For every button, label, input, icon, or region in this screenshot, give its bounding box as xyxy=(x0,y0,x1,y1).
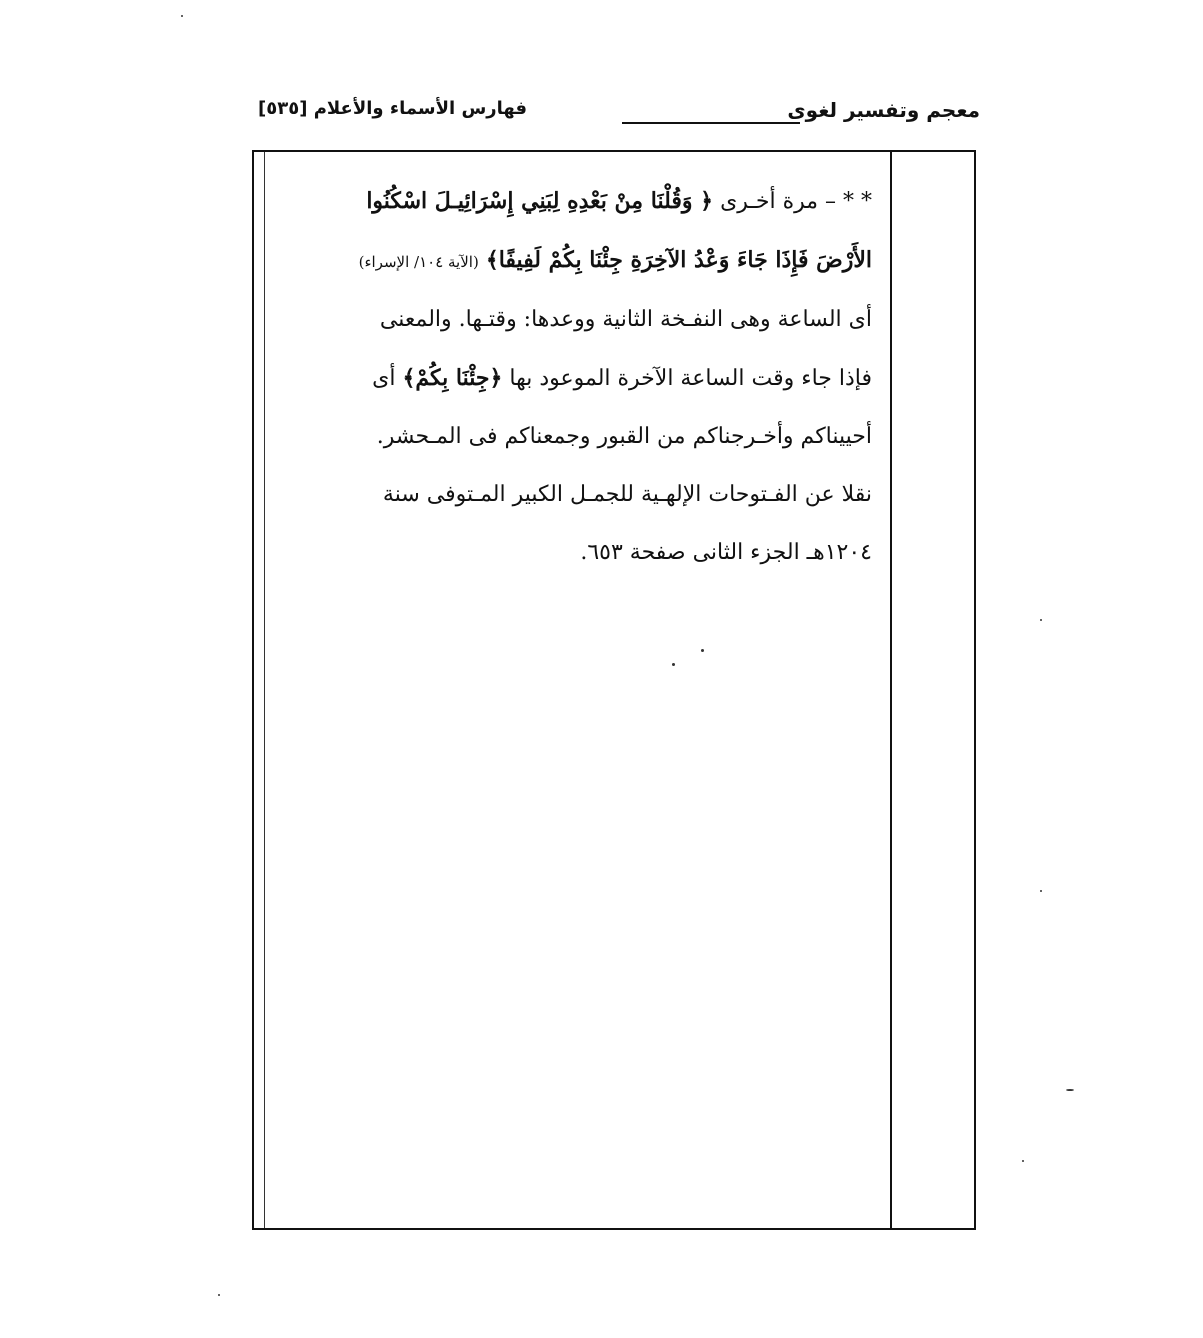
header-divider xyxy=(622,122,800,124)
quran-quote: ﴿جِئْنَا بِكُمْ﴾ xyxy=(402,365,503,391)
scan-speck xyxy=(181,15,183,17)
scan-speck xyxy=(1066,1089,1074,1091)
quran-verse-part-2: الأَرْضَ فَإِذَا جَاءَ وَعْدُ الآخِرَةِ جِئْنَا بِكُمْ لَفِيفًا﴾ xyxy=(485,247,872,273)
entry-line-4-b: أى xyxy=(372,366,396,391)
entry-line-1 xyxy=(270,172,872,231)
entry-line-6: نقلا عن الفـتوحات الإلهـية للجمـل الكبير المـتوفى سنة xyxy=(382,482,872,507)
entry-line-7: ١٢٠٤هـ الجزء الثانى صفحة ٦٥٣. xyxy=(580,540,872,565)
margin-column xyxy=(890,152,974,1228)
scan-speck xyxy=(672,663,675,666)
scan-speck xyxy=(1022,1160,1024,1162)
verse-reference: (الآية ١٠٤/ الإسراء) xyxy=(358,253,479,271)
entry-intro: * * – مرة أخـرى xyxy=(720,189,872,214)
scan-speck xyxy=(1040,890,1042,892)
entry-line-4 xyxy=(270,349,872,408)
entry-line-2 xyxy=(270,231,872,291)
entry-line-5: أحييناكم وأخـرجناكم من القبور وجمعناكم فى المـحشر. xyxy=(376,424,872,449)
page-header xyxy=(258,98,980,134)
scan-speck xyxy=(218,1294,220,1296)
book-title: معجم وتفسير لغوى xyxy=(787,98,980,122)
entry-body xyxy=(270,172,872,582)
entry-line-3: أى الساعة وهى النفـخة الثانية ووعدها: وقتـها. والمعنى xyxy=(379,307,872,332)
inner-rule xyxy=(264,152,265,1228)
entry-line-4-a: فإذا جاء وقت الساعة الآخرة الموعود بها xyxy=(509,366,872,391)
section-title: فهارس الأسماء والأعلام [٥٣٥] xyxy=(258,98,528,119)
scan-speck xyxy=(701,649,704,652)
scan-speck xyxy=(1040,619,1042,621)
quran-verse-part-1: ﴿ وَقُلْنَا مِنْ بَعْدِهِ لِبَنِي إِسْرَائِيـلَ اسْكُنُوا xyxy=(366,188,714,214)
